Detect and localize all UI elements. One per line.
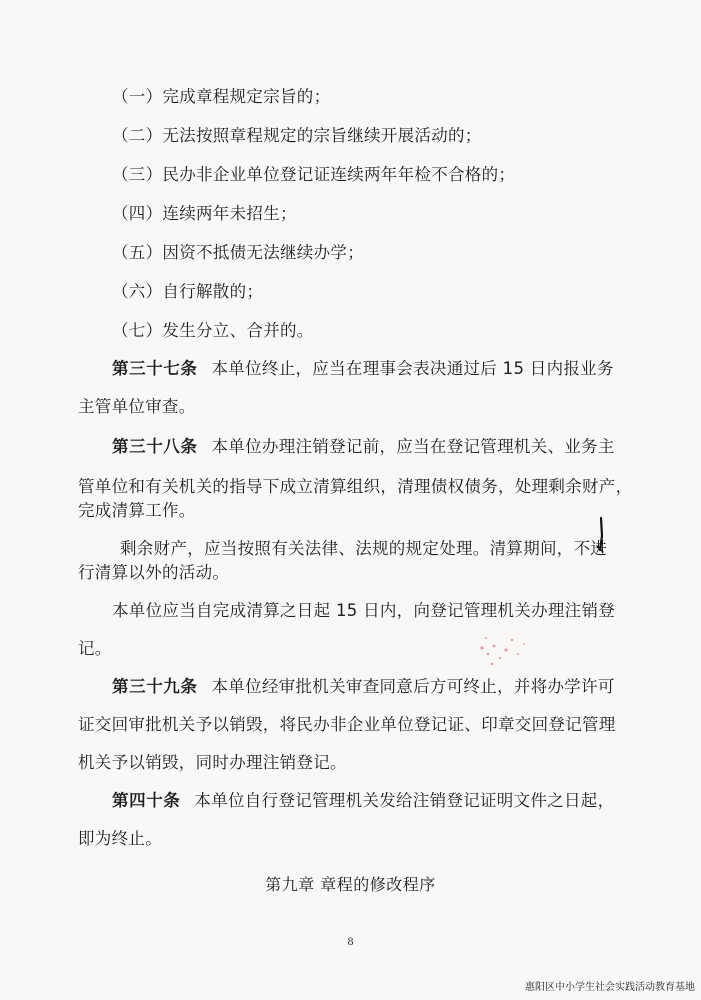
paragraph-line: 行清算以外的活动。: [78, 563, 230, 582]
article-title: 第三十九条: [112, 677, 198, 696]
article-text-line: 即为终止。: [78, 829, 162, 848]
article-37: [0, 358, 701, 380]
article-text-line: 机关予以销毁，同时办理注销登记。: [78, 753, 347, 772]
list-item: （五）因资不抵债无法继续办学；: [112, 243, 364, 262]
pen-mark-icon: [594, 516, 610, 556]
article-text-line: 完成清算工作。: [78, 501, 196, 520]
chapter-title: 第九章 章程的修改程序: [265, 875, 436, 894]
list-item: （七）发生分立、合并的。: [112, 321, 314, 340]
article-text: 本单位自行登记管理机关发给注销登记证明文件之日起，: [194, 791, 615, 810]
list-item: （二）无法按照章程规定的宗旨继续开展活动的；: [112, 126, 482, 145]
article-title: 第四十条: [112, 791, 181, 810]
article-text: 本单位办理注销登记前，应当在登记管理机关、业务主: [211, 437, 615, 456]
article-text-line: 主管单位审查。: [78, 397, 196, 416]
article-text-line: 证交回审批机关予以销毁，将民办非企业单位登记证、印章交回登记管理: [78, 715, 616, 734]
article-text-line: 管单位和有关机关的指导下成立清算组织，清理债权债务，处理剩余财产，: [78, 477, 633, 496]
article-39: [0, 676, 701, 698]
page-number: 8: [347, 934, 354, 948]
article-38: [0, 436, 701, 458]
article-text: 本单位终止，应当在理事会表决通过后 15 日内报业务: [211, 359, 614, 378]
paragraph-line: 记。: [78, 639, 112, 658]
paragraph-line: 剩余财产，应当按照有关法律、法规的规定处理。清算期间，不进: [120, 539, 608, 558]
stamp-bleed-icon: [474, 628, 534, 672]
list-item: （一）完成章程规定宗旨的；: [112, 87, 331, 106]
article-text: 本单位经审批机关审查同意后方可终止，并将办学许可: [211, 677, 615, 696]
article-title: 第三十七条: [112, 359, 198, 378]
article-40: [0, 790, 701, 812]
list-item: （六）自行解散的；: [112, 282, 264, 301]
list-item: （三）民办非企业单位登记证连续两年年检不合格的；: [112, 165, 516, 184]
article-title: 第三十八条: [112, 437, 198, 456]
paragraph-line: 本单位应当自完成清算之日起 15 日内，向登记管理机关办理注销登: [112, 601, 616, 620]
footer-caption: 惠阳区中小学生社会实践活动教育基地: [525, 982, 695, 993]
list-item: （四）连续两年未招生；: [112, 204, 297, 223]
